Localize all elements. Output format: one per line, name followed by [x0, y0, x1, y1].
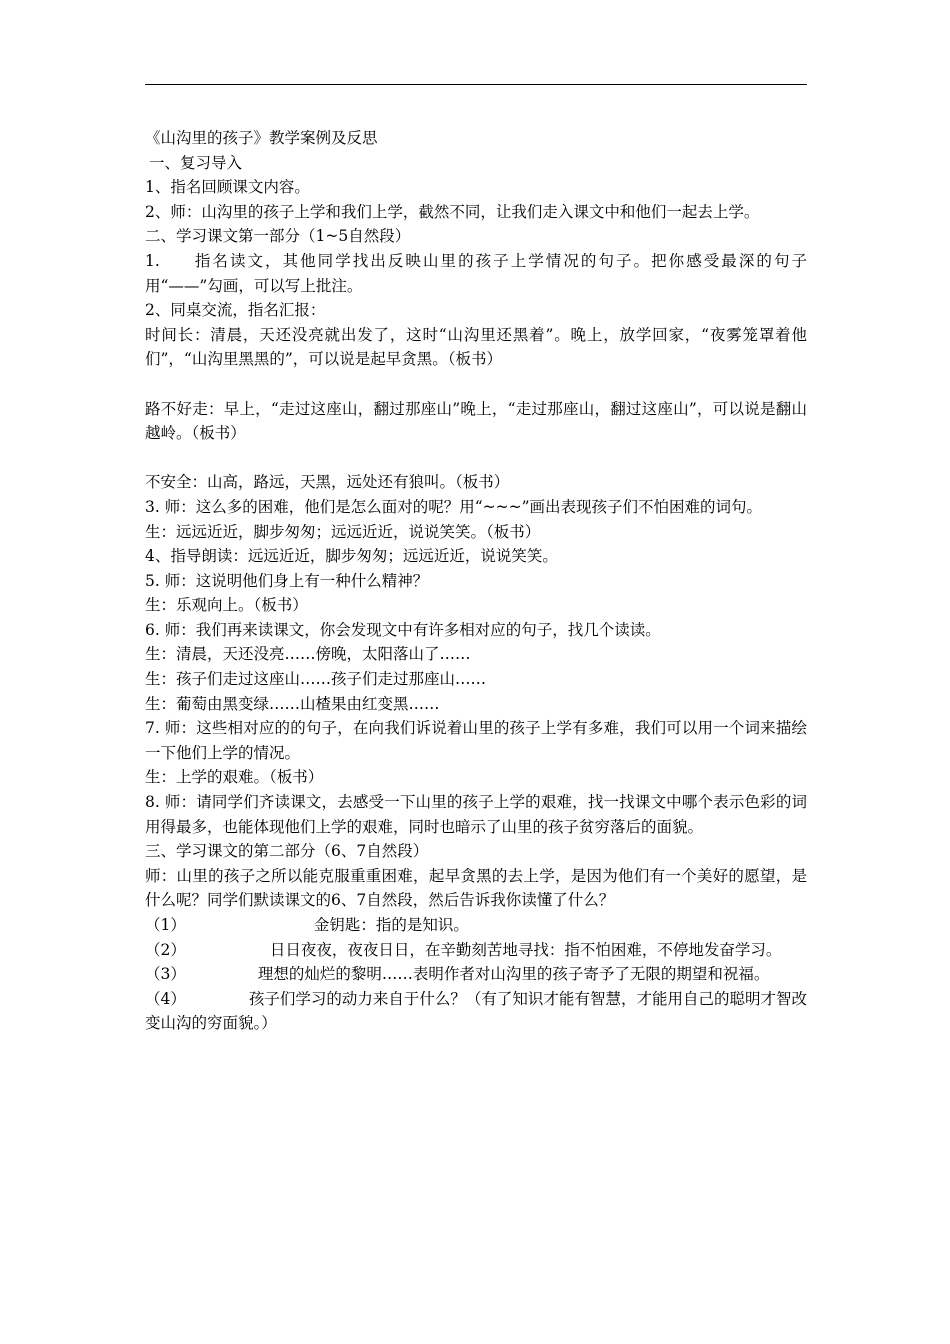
item-number: （2） [145, 940, 186, 959]
paragraph: 时间长：清晨，天还没亮就出发了，这时“山沟里还黑着”。晚上，放学回家，“夜雾笼罩着他们”，“山沟里黑黑的”，可以说是起早贪黑。（板书） [145, 325, 807, 369]
paragraph: 生：远远近近，脚步匆匆；远远近近，说说笑笑。（板书） [145, 522, 541, 541]
paragraph: 生：葡萄由黑变绿……山楂果由红变黑…… [145, 694, 440, 713]
numbered-item [145, 938, 807, 963]
paragraph: 生：乐观向上。（板书） [145, 596, 308, 615]
item-text: 指名读文，其他同学找出反映山里的孩子上学情况的句子。把你感受最深的句子用“——”勾画，可以写上批注。 [145, 251, 807, 295]
paragraph: 7. 师：这些相对应的的句子，在向我们诉说着山里的孩子上学有多难，我们可以用一个词来描绘一下他们上学的情况。 [145, 719, 807, 762]
item-text: 孩子们学习的动力来自于什么？（有了知识才能有智慧，才能用自己的聪明才智改变山沟的穷面貌。） [145, 989, 807, 1033]
section-heading-part-one: 二、学习课文第一部分（1~5自然段） [145, 227, 411, 246]
item-text: 金钥匙：指的是知识。 [313, 916, 469, 934]
paragraph: 师：山里的孩子之所以能克服重重困难，起早贪黑的去上学，是因为他们有一个美好的愿望，是什么呢？同学们默读课文的6、7自然段，然后告诉我你读懂了什么？ [145, 866, 807, 910]
item-number: （4） [145, 989, 186, 1008]
document-title: 《山沟里的孩子》教学案例及反思 [145, 129, 378, 147]
paragraph: 4、指导朗读：远远近近，脚步匆匆；远远近近，说说笑笑。 [145, 547, 558, 566]
paragraph: 不安全：山高，路远，天黑，远处还有狼叫。（板书） [145, 473, 510, 492]
item-text: 日日夜夜，夜夜日日，在辛勤刻苦地寻找：指不怕困难，不停地发奋学习。 [269, 940, 782, 959]
paragraph: 3. 师：这么多的困难，他们是怎么面对的呢？用“~~~”画出表现孩子们不怕困难的词句。 [145, 497, 763, 516]
numbered-item [145, 987, 807, 1036]
paragraph: 2、同桌交流，指名汇报： [145, 301, 326, 320]
paragraph: 2、师：山沟里的孩子上学和我们上学，截然不同，让我们走入课文中和他们一起去上学。 [145, 202, 760, 221]
document-page [145, 0, 807, 1344]
item-number: （1） [145, 916, 186, 934]
paragraph: 路不好走：早上，“走过这座山，翻过那座山”晚上，“走过那座山，翻过这座山”，可以说是翻山越岭。（板书） [145, 399, 807, 443]
numbered-item [145, 913, 807, 938]
paragraph: 生：上学的艰难。（板书） [145, 768, 324, 787]
paragraph: 生：清晨，天还没亮……傍晚，太阳落山了…… [145, 645, 471, 664]
paragraph [145, 249, 807, 298]
paragraph: 6. 师：我们再来读课文，你会发现文中有许多相对应的句子，找几个读读。 [145, 620, 661, 639]
section-heading-review: 一、复习导入 [149, 153, 243, 172]
header-rule [145, 84, 807, 85]
paragraph: 8. 师：请同学们齐读课文，去感受一下山里的孩子上学的艰难，找一找课文中哪个表示色彩的词用得最多，也能体现他们上学的艰难，同时也暗示了山里的孩子贫穷落后的面貌。 [145, 793, 807, 836]
paragraph: 5. 师：这说明他们身上有一种什么精神？ [145, 571, 429, 590]
section-heading-part-two: 三、学习课文的第二部分（6、7自然段） [145, 842, 429, 861]
item-number: （3） [145, 965, 186, 984]
blank-line [145, 446, 807, 471]
paragraph: 生：孩子们走过这座山……孩子们走过那座山…… [145, 670, 487, 689]
blank-line [145, 372, 807, 397]
paragraph: 1、指名回顾课文内容。 [145, 178, 310, 197]
item-number: 1. [145, 251, 160, 270]
document-body [145, 126, 807, 1036]
numbered-item [145, 962, 807, 987]
item-text: 理想的灿烂的黎明……表明作者对山沟里的孩子寄予了无限的期望和祝福。 [257, 965, 770, 984]
